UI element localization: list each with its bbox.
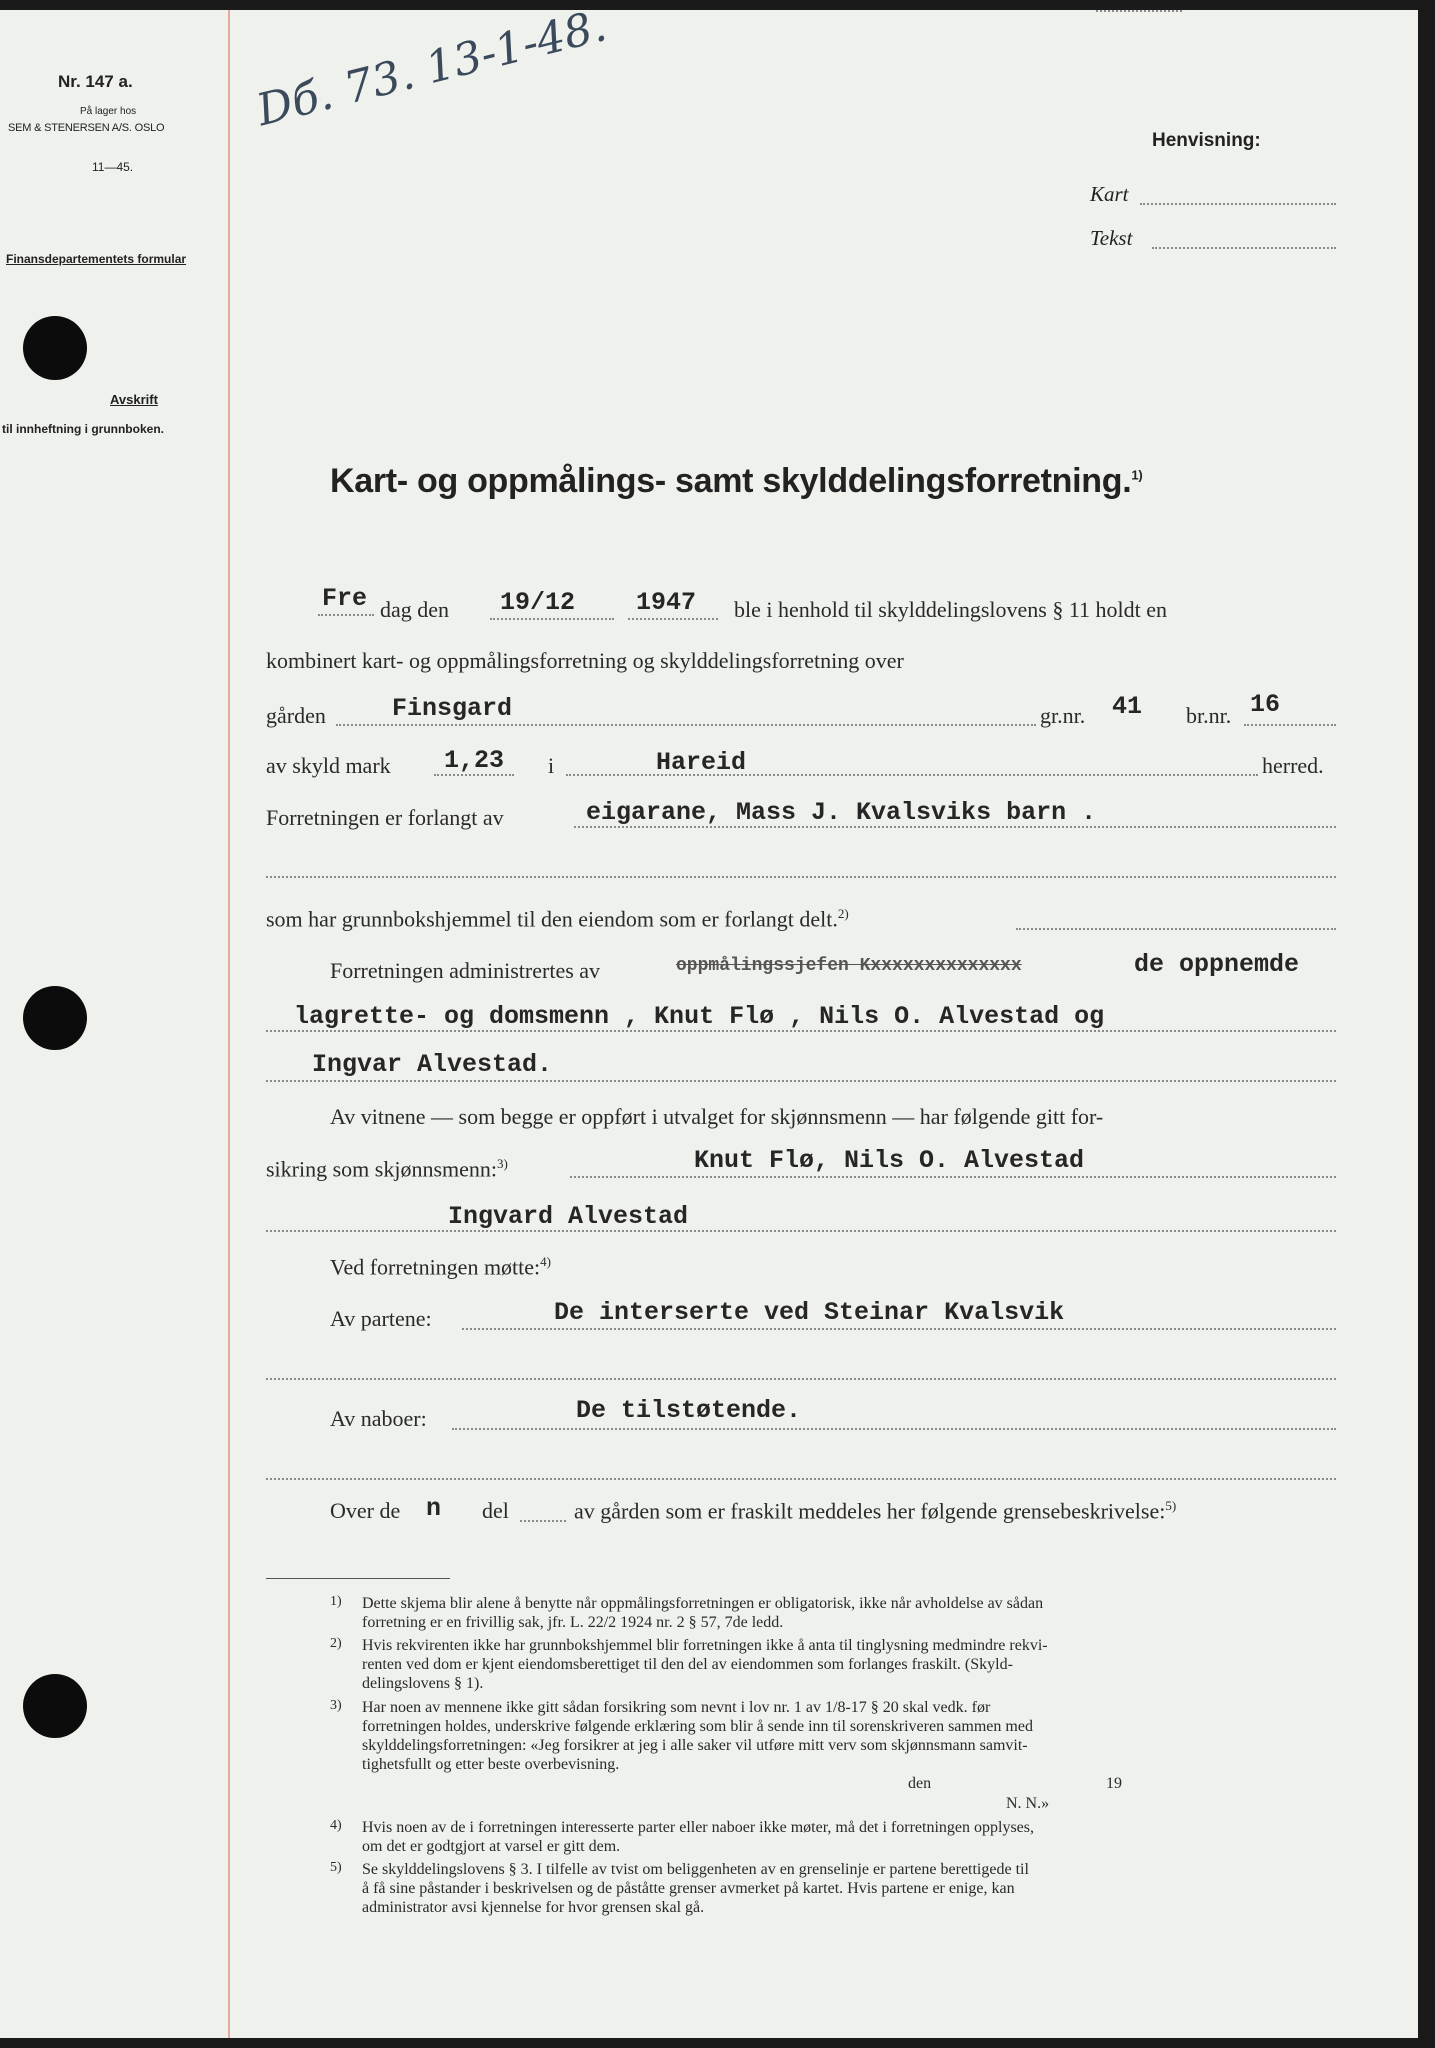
fill-line (266, 1378, 1336, 1380)
publisher-line1: På lager hos (80, 106, 137, 117)
attendance-line (330, 1254, 551, 1280)
label-parties: Av partene: (330, 1306, 432, 1331)
boundary-note: 5) (1165, 1498, 1177, 1513)
grunnbok-line (266, 906, 849, 932)
fill-line (266, 1478, 1336, 1480)
footnote-5 (362, 1860, 1336, 1917)
fill-line (462, 1328, 1336, 1330)
fill-line (570, 1176, 1336, 1178)
grunnbok-note: 2) (837, 906, 849, 921)
attendance-note: 4) (540, 1254, 552, 1269)
footnote-line: skylddelingsforretningen: «Jeg forsikrer at jeg i alle saker vil utføre mitt verv som skjønnsmann samvit- (362, 1737, 1028, 1754)
date-value: 19/12 (500, 588, 576, 617)
reference-kart-line (1140, 203, 1336, 205)
reference-kart-label: Kart (1090, 182, 1129, 206)
form-owner: Finansdepartementets formular (6, 252, 187, 266)
footnote-line: administrator avsi kjennelse for hvor grensen skal gå. (362, 1899, 705, 1916)
footnote-4 (362, 1818, 1336, 1856)
punch-hole (23, 986, 87, 1050)
boundary-line (574, 1498, 1176, 1524)
title-note: 1) (1131, 467, 1143, 483)
punch-hole (23, 1674, 87, 1738)
assessors-line1: Knut Flø, Nils O. Alvestad (694, 1146, 1085, 1175)
assessors-line2: Ingvard Alvestad (448, 1202, 689, 1231)
assessors-label-line (266, 1156, 508, 1182)
print-code: 11—45. (92, 160, 134, 174)
admin-line3: Ingvar Alvestad. (312, 1050, 553, 1079)
fill-line (1244, 724, 1336, 726)
footnote-line: Har noen av mennene ikke gitt sådan forsikring som nevnt i lov nr. 1 av 1/8-17 § 20 skal vedk. før (362, 1699, 991, 1716)
footnote-1 (362, 1594, 1336, 1632)
witnesses-text: Av vitnene — som begge er oppført i utvalget for skjønnsmenn — har følgende gitt for- (330, 1104, 1104, 1129)
publisher-line2: SEM & STENERSEN A/S. OSLO (8, 122, 165, 134)
form-number: Nr. 147 a. (58, 72, 133, 91)
label-dag-den: dag den (380, 597, 450, 622)
footnote-line: tighetsfullt og etter beste overbevisning. (362, 1756, 620, 1773)
footnote-number: 1) (330, 1594, 342, 1609)
label-requested-by: Forretningen er forlangt av (266, 805, 504, 830)
admin-by: de oppnemde (1134, 950, 1300, 979)
title-text: Kart- og oppmålings- samt skylddelingsforretning. (330, 462, 1132, 500)
footnote-number: 5) (330, 1860, 342, 1875)
grunnbok-text: som har grunnbokshjemmel til den eiendom som er forlangt delt. (266, 906, 838, 932)
label-del: del (482, 1498, 509, 1523)
over-de-n: n (426, 1494, 442, 1523)
footnote-number: 4) (330, 1818, 342, 1833)
fill-line (318, 614, 374, 616)
label-neighbours: Av naboer: (330, 1406, 427, 1431)
fill-line (490, 618, 614, 620)
fill-line (434, 774, 514, 776)
fill-line (574, 826, 1336, 828)
br-nr-value: 16 (1250, 690, 1281, 719)
footnote-separator (266, 1578, 450, 1579)
year-value: 1947 (636, 588, 697, 617)
admin-line2: lagrette- og domsmenn , Knut Flø , Nils O. Alvestad og (294, 1002, 1105, 1031)
assessors-note: 3) (497, 1156, 508, 1171)
label-skyld: av skyld mark (266, 753, 391, 778)
municipality: Hareid (656, 748, 747, 777)
fill-line (336, 724, 1036, 726)
attendance-label: Ved forretningen møtte: (330, 1254, 541, 1280)
copy-title: Avskrift (110, 392, 158, 407)
weekday-value: Fre (322, 584, 368, 613)
footnote-line: renten ved dom er kjent eiendomsberettiget til den del av eiendommen som forlanges fraskilt. (Skyld- (362, 1656, 1013, 1673)
label-herred: herred. (1262, 753, 1324, 778)
fill-line (628, 618, 718, 620)
fill-line (266, 1030, 1336, 1032)
footnote-line: Hvis noen av de i forretningen interesserte parter eller naboer ikke møter, må det i forretningen opplyses, (362, 1819, 1035, 1836)
label-brnr: br.nr. (1186, 703, 1232, 728)
fill-line (520, 1520, 566, 1522)
handwritten-reference: Dб. 73. 13-1-48. (251, 0, 612, 137)
fill-line (566, 774, 1258, 776)
neighbours-value: De tilstøtende. (576, 1396, 802, 1425)
footnote-number: 3) (330, 1698, 342, 1713)
reference-tekst-label: Tekst (1090, 226, 1133, 250)
footnote-line: å få sine påstander i beskrivelsen og de påståtte grenser avmerket på kartet. Hvis partene er enige, kan (362, 1880, 1015, 1897)
footnote-line: forretningen holdes, underskrive følgende erklæring som blir å sende inn til sorenskriveren sammen med (362, 1718, 1033, 1735)
line1-rest: ble i henhold til skylddelingslovens § 11 holdt en (734, 597, 1168, 622)
copy-subtitle: til innheftning i grunnboken. (2, 422, 164, 436)
punch-hole (23, 316, 87, 380)
label-over-de: Over de (330, 1498, 401, 1523)
footnote-line: Se skylddelingslovens § 3. I tilfelle av tvist om beliggenheten av en grenselinje er partene berettigede til (362, 1861, 1029, 1878)
boundary-text: av gården som er fraskilt meddeles her følgende grensebeskrivelse: (574, 1498, 1166, 1524)
label-garden: gården (266, 703, 326, 728)
gr-nr-value: 41 (1112, 692, 1143, 721)
fill-line (266, 876, 1336, 878)
reference-title: Henvisning: (1152, 130, 1261, 151)
footnote-2 (362, 1636, 1336, 1693)
farm-name: Finsgard (392, 694, 513, 723)
footnote-line: forretning er en frivillig sak, jfr. L. 22/2 1924 nr. 2 § 57, 7de ledd. (362, 1614, 784, 1631)
margin-line (228, 10, 230, 2038)
label-grnr: gr.nr. (1040, 703, 1086, 728)
fill-line (266, 1230, 1336, 1232)
line2-text: kombinert kart- og oppmålingsforretning og skylddelingsforretning over (266, 648, 904, 673)
footnote-line: Dette skjema blir alene å benytte når oppmålingsforretningen er obligatorisk, ikke når avholdelse av sådan (362, 1595, 1044, 1612)
footnote3-nn: N. N.» (1006, 1795, 1050, 1812)
parties-value: De interserte ved Steinar Kvalsvik (554, 1298, 1065, 1327)
footnote-line: Hvis rekvirenten ikke har grunnbokshjemmel blir forretningen ikke å anta til tinglysning medmindre rekvi- (362, 1637, 1048, 1654)
reference-tekst-line (1152, 247, 1336, 249)
label-i: i (548, 753, 555, 778)
footnote-3 (362, 1698, 1336, 1774)
footnote-line: om det er godtgjort at varsel er gitt dem. (362, 1838, 621, 1855)
assessors-label: sikring som skjønnsmenn: (266, 1156, 498, 1182)
document-title (330, 462, 1142, 501)
admin-struck-text: oppmålingssjefen Kxxxxxxxxxxxxxx (676, 956, 1022, 976)
footnote-line: delingslovens § 1). (362, 1675, 484, 1692)
skyld-value: 1,23 (444, 746, 505, 775)
fill-line (1016, 928, 1336, 930)
footnote-number: 2) (330, 1636, 342, 1651)
footnote3-year: 19 (1106, 1775, 1122, 1792)
fill-line (452, 1428, 1336, 1430)
fill-line (266, 1080, 1336, 1082)
requested-by: eigarane, Mass J. Kvalsviks barn . (586, 798, 1097, 827)
label-administered-by: Forretningen administrertes av (330, 958, 601, 983)
fill-line (1096, 10, 1182, 12)
footnote3-den: den (908, 1775, 932, 1792)
